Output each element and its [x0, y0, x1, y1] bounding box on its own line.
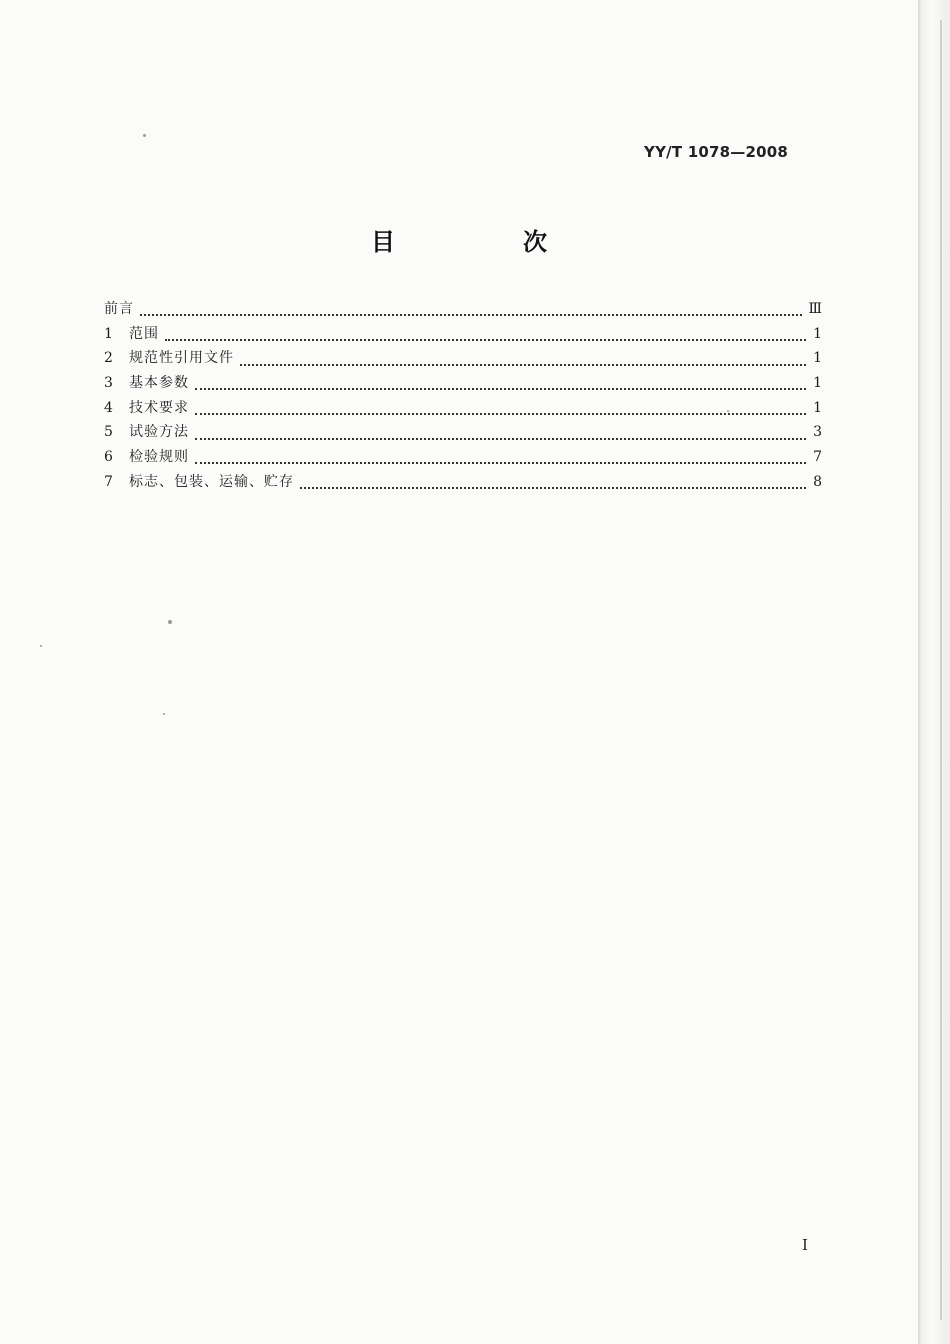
toc-entry-title: 规范性引用文件 — [129, 350, 234, 367]
toc-entry-title: 前言 — [104, 301, 134, 317]
scan-speck — [163, 713, 165, 715]
page-edge-line — [940, 20, 942, 1320]
toc-entry-title: 试验方法 — [129, 424, 189, 441]
toc-leader-dots — [240, 350, 806, 366]
toc-entry-number: 3 — [104, 375, 113, 392]
toc-entry-title: 检验规则 — [129, 449, 189, 466]
toc-entry-inspection-rules[interactable] — [104, 445, 822, 470]
toc-entry-page: 1 — [813, 325, 822, 342]
toc-entry-page: 8 — [813, 473, 822, 490]
toc-entry-page: Ⅲ — [808, 301, 822, 317]
toc-leader-dots — [300, 473, 806, 489]
toc-entry-technical-requirements[interactable] — [104, 396, 822, 421]
scan-speck — [168, 620, 172, 624]
scan-speck — [40, 645, 42, 647]
toc-entry-number: 6 — [104, 449, 113, 466]
toc-leader-dots — [195, 448, 806, 464]
scan-speck — [143, 134, 146, 137]
toc-entry-basic-parameters[interactable] — [104, 371, 822, 396]
scan-speck — [727, 410, 729, 412]
toc-leader-dots — [195, 374, 806, 390]
toc-entry-number: 5 — [104, 424, 113, 441]
toc-entry-title: 基本参数 — [129, 375, 189, 392]
toc-entry-marking-packaging[interactable] — [104, 470, 822, 495]
table-of-contents — [104, 297, 822, 495]
toc-entry-page: 1 — [813, 399, 822, 416]
toc-entry-scope[interactable] — [104, 322, 822, 347]
toc-entry-normative-references[interactable] — [104, 346, 822, 371]
toc-entry-number: 2 — [104, 350, 113, 367]
toc-entry-page: 1 — [813, 375, 822, 392]
toc-entry-title: 范围 — [129, 325, 159, 342]
standard-code: YY/T 1078—2008 — [644, 143, 788, 161]
page-edge — [918, 0, 950, 1344]
toc-entry-number: 1 — [104, 325, 113, 342]
toc-entry-foreword[interactable] — [104, 297, 822, 322]
toc-entry-page: 1 — [813, 350, 822, 367]
toc-leader-dots — [195, 399, 806, 415]
toc-leader-dots — [165, 325, 806, 341]
toc-entry-number: 4 — [104, 399, 113, 416]
toc-entry-number: 7 — [104, 473, 113, 490]
page-number: I — [802, 1236, 808, 1254]
toc-title: 目 次 — [371, 228, 599, 256]
toc-entry-page: 3 — [813, 424, 822, 441]
toc-entry-title: 技术要求 — [129, 399, 189, 416]
toc-leader-dots — [195, 424, 806, 440]
toc-leader-dots — [140, 300, 802, 316]
toc-entry-page: 7 — [813, 449, 822, 466]
toc-entry-title: 标志、包装、运输、贮存 — [129, 473, 294, 490]
toc-entry-test-methods[interactable] — [104, 420, 822, 445]
